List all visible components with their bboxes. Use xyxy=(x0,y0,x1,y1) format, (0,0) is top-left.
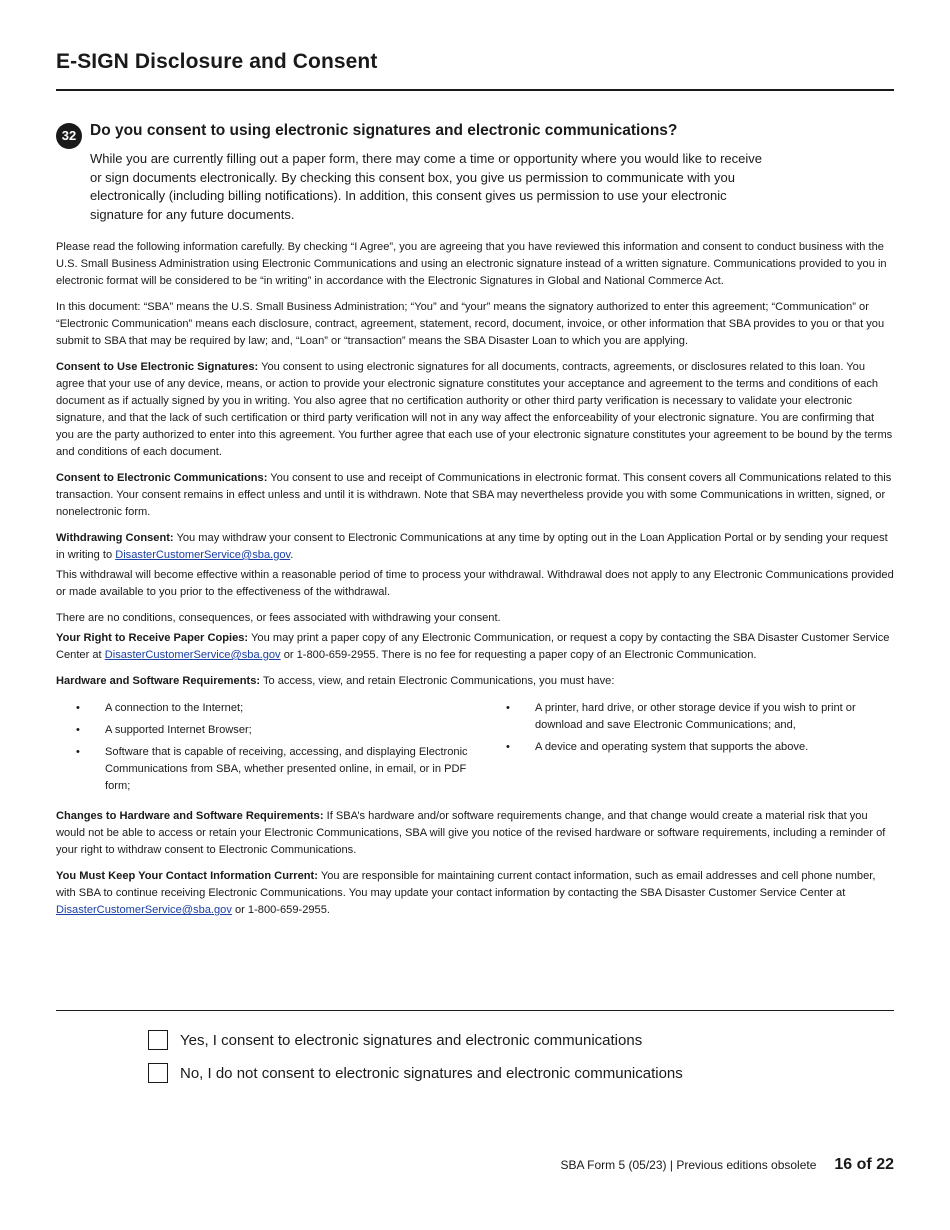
bullet-icon: • xyxy=(506,701,510,714)
contact-paragraph xyxy=(56,868,894,919)
list-item: • Software that is capable of receiving, accessing, and displaying Electronic Communications from SBA, whether presented online, in email, or in PDF form; xyxy=(76,745,468,792)
signatures-heading: Consent to Use Electronic Signatures: xyxy=(56,360,259,373)
bullet-icon: • xyxy=(76,723,80,736)
paper-heading: Your Right to Receive Paper Copies: xyxy=(56,631,249,644)
paper-copies-paragraph xyxy=(56,630,894,664)
communications-paragraph xyxy=(56,470,894,521)
requirements-right-column xyxy=(506,700,876,800)
list-item: • A supported Internet Browser; xyxy=(76,722,476,739)
question-heading: Do you consent to using electronic signatures and electronic communications? xyxy=(90,122,678,139)
list-item: • A connection to the Internet; xyxy=(76,700,476,717)
bullet-icon: • xyxy=(76,745,80,758)
contact-heading: You Must Keep Your Contact Information Current: xyxy=(56,870,318,883)
title-divider xyxy=(56,89,894,91)
page-footer xyxy=(560,1156,894,1174)
form-identifier: SBA Form 5 (05/23) | Previous editions obsolete xyxy=(560,1158,817,1172)
definitions-paragraph: In this document: “SBA” means the U.S. Small Business Administration; “You” and “your” means the signatory authorized to enter this agreement; “Communication” or “Electronic Communication” means each disclosure, contract, agreement, statement, record, document, invoice, or other information that SBA provides to you or that you submit to SBA that may be required by law; and, “Loan” or “transaction” means the SBA Disaster Loan to which you are applying. xyxy=(56,300,885,348)
communications-heading: Consent to Electronic Communications: xyxy=(56,471,268,484)
requirements-left-column xyxy=(76,700,476,800)
consent-yes-checkbox[interactable] xyxy=(148,1030,168,1050)
withdraw-email-link[interactable]: DisasterCustomerService@sba.gov xyxy=(115,548,291,561)
communications-text: You consent to use and receipt of Communications in electronic format. This consent covers all Communications related to this transaction. Your consent remains in effect unless and until it is withdrawn. Note that SBA may nevertheless provide you with some Communications in written, signed, or nonelectronic form. xyxy=(56,471,892,519)
signatures-text: You consent to using electronic signatures for all documents, contracts, agreements, or disclosures related to this loan. You agree that your use of any device, means, or action to provide your electronic signature constitutes your acceptance and agreement to the terms and conditions of each document as if actually signed by you in writing. You also agree that no certification authority or other third party verification is necessary to validate your electronic signature, and that the lack of such certification or third party verification will not in any way affect the enforceability of your electronic signature. You are confirming that you are the party authorized to enter into this agreement. You further agree that each use of your electronic signature constitutes your agreement to be bound by the terms and conditions of each document. xyxy=(56,360,893,459)
hardware-text: To access, view, and retain Electronic Communications, you must have: xyxy=(260,674,615,687)
hardware-heading: Hardware and Software Requirements: xyxy=(56,674,261,687)
paper-email-link[interactable]: DisasterCustomerService@sba.gov xyxy=(104,648,281,661)
withdrawing-paragraph xyxy=(56,530,894,564)
consent-no-label: No, I do not consent to electronic signatures and electronic communications xyxy=(180,1064,683,1082)
withdrawing-end: . xyxy=(290,548,294,561)
intro-paragraph: Please read the following information carefully. By checking “I Agree”, you are agreeing that you have reviewed this information and consent to conduct business with the U.S. Small Business Administration using Electronic Communications and using an electronic signature instead of a written signature. Communications provided to you in electronic format will be considered to be “in writing” in accordance with the Electronic Signatures in Global and National Commerce Act. xyxy=(56,241,887,288)
withdrawing-heading: Withdrawing Consent: xyxy=(56,531,174,544)
bullet-icon: • xyxy=(506,740,510,753)
consent-no-checkbox[interactable] xyxy=(148,1063,168,1083)
bullet-icon: • xyxy=(76,701,80,714)
contact-text: You are responsible for maintaining current contact information, such as email addresses and cell phone number, with SBA to continue receiving Electronic Communications. You may update your contact information by contacting the SBA Disaster Customer Service Center at xyxy=(56,870,876,900)
hardware-paragraph xyxy=(56,673,894,690)
withdrawing-text: You may withdraw your consent to Electronic Communications at any time by opting out in the Loan Application Portal or by sending your request in writing to xyxy=(56,531,888,561)
consent-yes-option[interactable] xyxy=(148,1030,642,1050)
paper-text-end: or 1-800-659-2955. There is no fee for requesting a paper copy of an Electronic Communication. xyxy=(280,648,757,661)
consent-divider xyxy=(56,1010,894,1011)
signatures-paragraph xyxy=(56,359,894,462)
withdrawal-effect-paragraph: This withdrawal will become effective within a reasonable period of time to process your withdrawal. Withdrawal does not apply to any Electronic Communications provided or made available to you prior to the effectiveness of the withdrawal. xyxy=(56,568,894,599)
changes-paragraph xyxy=(56,808,894,859)
consent-yes-label: Yes, I consent to electronic signatures and electronic communications xyxy=(180,1031,643,1049)
paper-text: You may print a paper copy of any Electronic Communication, or request a copy by contacting the SBA Disaster Customer Service Center at xyxy=(56,631,890,661)
requirements-list xyxy=(56,700,894,800)
question-intro: While you are currently filling out a paper form, there may come a time or opportunity where you would like to receive or sign documents electronically. By checking this consent box, you give us permission to communicate with you electronically (including billing notifications). In addition, this consent gives us permission to use your electronic signature for any future documents. xyxy=(90,151,762,222)
list-item: • A printer, hard drive, or other storage device if you wish to print or download and save Electronic Communications; and, xyxy=(506,701,856,731)
question-number-badge: 32 xyxy=(56,123,82,149)
changes-heading: Changes to Hardware and Software Requirements: xyxy=(56,810,324,823)
page-title: E-SIGN Disclosure and Consent xyxy=(56,50,378,73)
contact-email-link[interactable]: DisasterCustomerService@sba.gov xyxy=(56,904,232,917)
list-item: • A device and operating system that supports the above. xyxy=(506,739,876,756)
no-fees-paragraph: There are no conditions, consequences, or fees associated with withdrawing your consent. xyxy=(56,611,501,624)
page-number: 16 of 22 xyxy=(834,1156,894,1173)
disclosure-body xyxy=(56,239,894,928)
changes-text: If SBA’s hardware and/or software requirements change, and that change would create a material risk that you would not be able to access or retain your Electronic Communications, SBA will give you notice of the revised hardware or software requirements, including a reminder of your right to withdraw consent to Electronic Communications. xyxy=(56,810,886,857)
consent-no-option[interactable] xyxy=(148,1063,683,1083)
contact-text-end: or 1-800-659-2955. xyxy=(231,904,330,917)
